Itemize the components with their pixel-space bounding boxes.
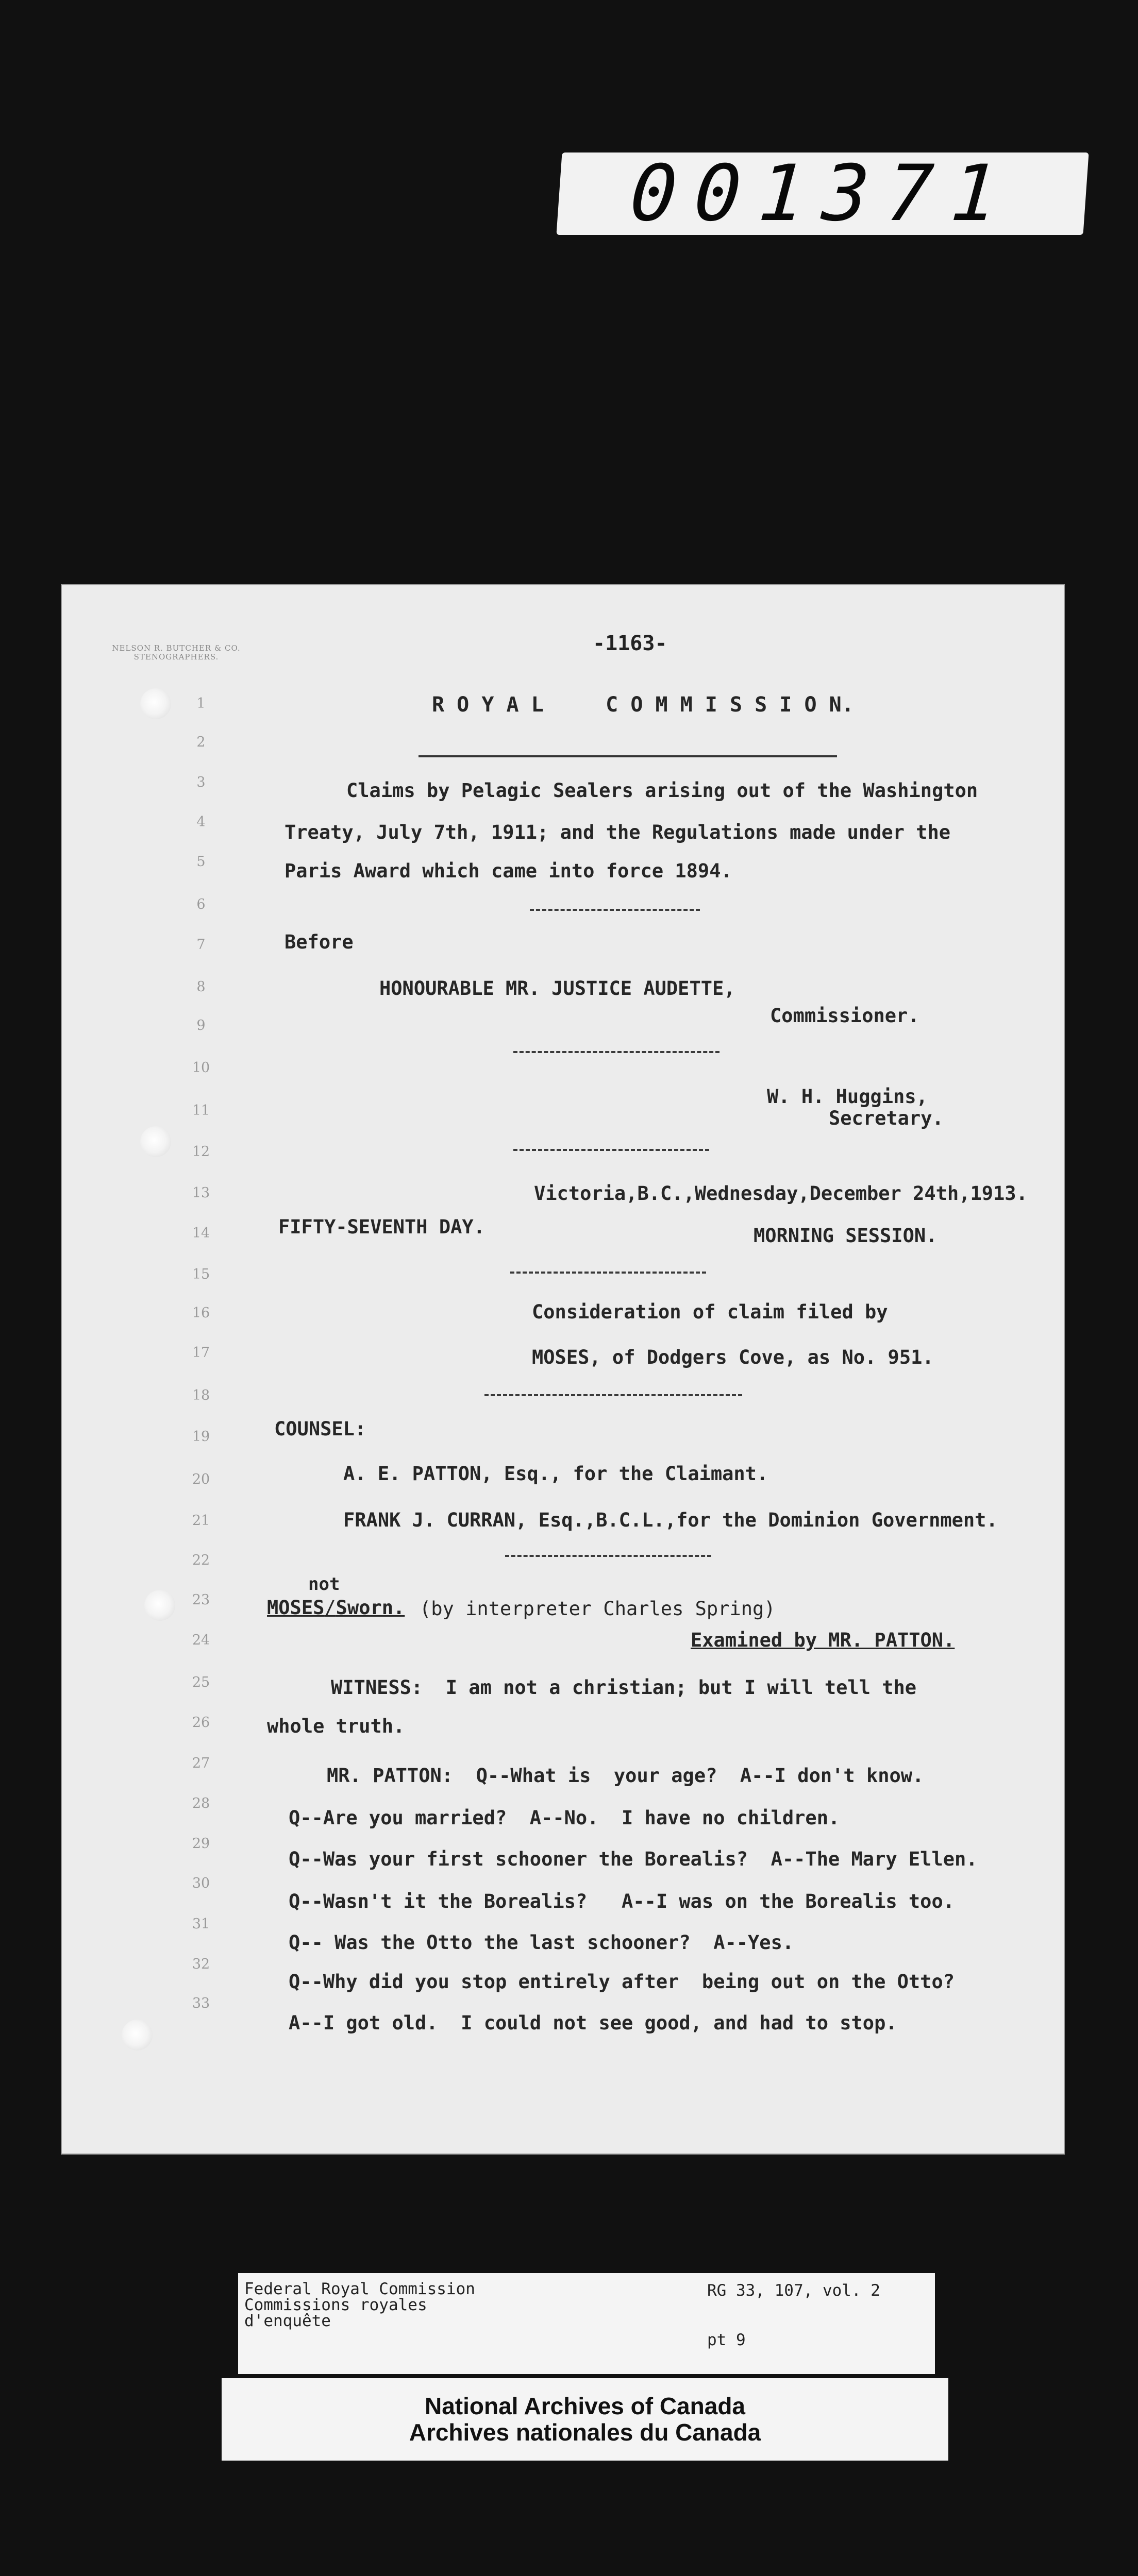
- question-age: MR. PATTON: Q--What is your age? A--I don't know.: [327, 1765, 924, 1787]
- line-number: 6: [196, 896, 206, 912]
- line-number: 31: [192, 1916, 210, 1932]
- witness-statement-line-2: whole truth.: [267, 1715, 405, 1737]
- line-number: 8: [196, 979, 206, 995]
- session-time: MORNING SESSION.: [754, 1225, 938, 1247]
- line-number: 26: [192, 1715, 210, 1731]
- line-number: 4: [196, 814, 206, 830]
- commissioner-title: Commissioner.: [770, 1005, 919, 1027]
- line-number: 28: [192, 1795, 210, 1811]
- claims-line-3: Paris Award which came into force 1894.: [284, 860, 732, 882]
- section-divider: [513, 1051, 719, 1053]
- line-number: 11: [192, 1103, 210, 1118]
- claim-consideration-line-1: Consideration of claim filed by: [532, 1301, 888, 1323]
- document-title: R O Y A L C O M M I S S I O N.: [432, 693, 854, 717]
- judge-name: HONOURABLE MR. JUSTICE AUDETTE,: [379, 977, 735, 999]
- line-number: 3: [196, 774, 206, 790]
- archives-name-english: National Archives of Canada: [424, 2393, 745, 2420]
- interpreter-note: (by interpreter Charles Spring): [420, 1598, 776, 1620]
- commission-name-french-2: d'enquête: [244, 2312, 331, 2330]
- stenographer-name: NELSON R. BUTCHER & CO.: [112, 643, 241, 653]
- line-number: 21: [192, 1513, 210, 1529]
- punch-hole-lower: [144, 1590, 175, 1621]
- witness-name: [267, 1598, 405, 1617]
- line-number: 25: [192, 1674, 210, 1690]
- question-first-schooner: Q--Was your first schooner the Borealis? A--The Mary Ellen.: [289, 1848, 978, 1870]
- line-number: 27: [192, 1755, 210, 1771]
- before-label: Before: [284, 931, 354, 953]
- question-married: Q--Are you married? A--No. I have no children.: [289, 1807, 840, 1829]
- question-otto: Q-- Was the Otto the last schooner? A--Yes.: [289, 1931, 794, 1954]
- not-insertion: not: [308, 1574, 340, 1595]
- line-number: 15: [192, 1266, 210, 1282]
- examined-by: Examined by MR. PATTON.: [691, 1629, 955, 1651]
- session-day: FIFTY-SEVENTH DAY.: [278, 1216, 485, 1238]
- secretary-name: W. H. Huggins,: [767, 1086, 928, 1108]
- archive-reference-label: [238, 2273, 935, 2374]
- line-number: 24: [192, 1632, 210, 1648]
- answer-got-old: A--I got old. I could not see good, and had to stop.: [289, 2012, 897, 2034]
- line-number: 32: [192, 1956, 210, 1972]
- line-number: 5: [196, 854, 206, 870]
- secretary-title: Secretary.: [829, 1107, 944, 1129]
- line-number: 18: [192, 1387, 210, 1403]
- record-group-reference: RG 33, 107, vol. 2: [707, 2281, 880, 2300]
- commission-name-french-1: Commissions royales: [244, 2296, 427, 2314]
- counsel-heading: COUNSEL:: [274, 1418, 366, 1440]
- line-number: 19: [192, 1429, 210, 1445]
- title-underline: [419, 755, 837, 757]
- witness-statement-line-1: WITNESS: I am not a christian; but I will tell the: [331, 1676, 917, 1699]
- line-number: 33: [192, 1995, 210, 2011]
- part-number: pt 9: [707, 2331, 746, 2349]
- punch-hole-top: [140, 688, 171, 719]
- line-number: 30: [192, 1875, 210, 1891]
- counsel-government: FRANK J. CURRAN, Esq.,B.C.L.,for the Dominion Government.: [343, 1509, 998, 1531]
- insertion-slash: /: [324, 1597, 336, 1619]
- claims-line-2: Treaty, July 7th, 1911; and the Regulations made under the: [284, 821, 951, 843]
- stenographer-title: STENOGRAPHERS.: [133, 652, 219, 662]
- line-number: 12: [192, 1144, 210, 1160]
- line-number: 7: [196, 937, 206, 953]
- punch-hole-middle: [140, 1126, 171, 1157]
- line-number: 9: [196, 1018, 206, 1033]
- section-divider: [510, 1272, 706, 1274]
- question-borealis: Q--Wasn't it the Borealis? A--I was on the Borealis too.: [289, 1890, 955, 1912]
- witness-name-moses: MOSES: [267, 1597, 325, 1619]
- archives-name-french: Archives nationales du Canada: [409, 2419, 761, 2446]
- line-number: 29: [192, 1836, 210, 1852]
- claims-line-1: Claims by Pelagic Sealers arising out of the Washington: [346, 779, 978, 802]
- page-number: -1163-: [593, 632, 667, 655]
- claim-consideration-line-2: MOSES, of Dodgers Cove, as No. 951.: [532, 1346, 934, 1368]
- commission-name: [244, 2281, 475, 2329]
- section-divider: [484, 1394, 742, 1396]
- line-number: 14: [192, 1225, 210, 1241]
- section-divider: [505, 1555, 711, 1557]
- line-number: 10: [192, 1060, 210, 1076]
- stenographer-imprint: [89, 644, 264, 662]
- section-divider: [530, 909, 700, 911]
- line-number: 23: [192, 1592, 210, 1608]
- question-stop: Q--Why did you stop entirely after being out on the Otto?: [289, 1971, 955, 1993]
- line-number: 2: [196, 734, 206, 750]
- line-number: 13: [192, 1185, 210, 1201]
- frame-number-stamp: 001371: [556, 152, 1089, 235]
- session-date: Victoria,B.C.,Wednesday,December 24th,1913.: [534, 1182, 1028, 1205]
- archives-banner: [222, 2378, 948, 2461]
- line-number: 22: [192, 1552, 210, 1568]
- sworn-label: Sworn.: [336, 1597, 405, 1619]
- commission-name-english: Federal Royal Commission: [244, 2280, 475, 2298]
- line-number: 20: [192, 1471, 210, 1487]
- punch-hole-bottom: [122, 2020, 153, 2050]
- counsel-claimant: A. E. PATTON, Esq., for the Claimant.: [343, 1463, 768, 1485]
- line-number: 16: [192, 1305, 210, 1321]
- line-number: 17: [192, 1345, 210, 1361]
- line-number: 1: [196, 696, 206, 711]
- section-divider: [513, 1149, 709, 1151]
